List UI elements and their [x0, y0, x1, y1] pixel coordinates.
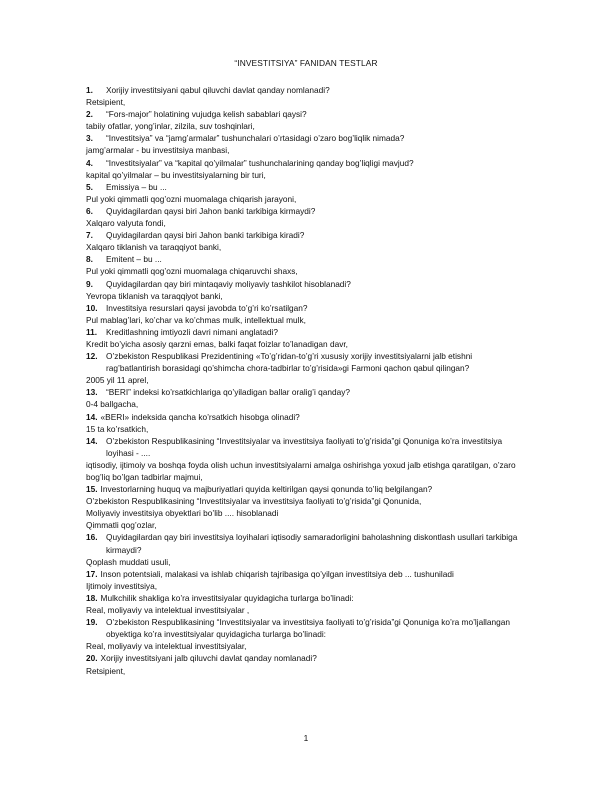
question-number: 20. [86, 653, 98, 664]
question-line [86, 411, 556, 423]
question-text: Inson potentsiali, malakasi va ishlab chiqarish tajribasiga qo’yilgan investitsiya deb ... tushuniladi [100, 568, 454, 579]
question-line [86, 132, 556, 144]
answer-text: tabiiy ofatlar, yong’inlar, zilzila, suv toshqinlari, [86, 121, 255, 132]
question-line [86, 616, 556, 628]
question-line [86, 544, 556, 556]
question-line [86, 568, 556, 580]
answer-text: Qimmatli qog’ozlar, [86, 520, 157, 531]
question-number: 15. [86, 484, 98, 495]
answer-text: Kredit bo’yicha asosiy qarzni emas, balki faqat foizlar to’lanadigan davr, [86, 338, 348, 349]
question-line [86, 628, 556, 640]
page-number: 1 [303, 733, 309, 743]
question-number: 12. [86, 351, 98, 362]
question-line [86, 302, 556, 314]
answer-text: Retsipient, [86, 665, 126, 676]
question-text: Kreditlashning imtiyozli davri nimani anglatadi? [106, 326, 279, 337]
question-text: O’zbekiston Respublikasining “Investitsiyalar va investitsiya faoliyati to’g’risida”gi Qonuniga ko’ra mo’ljallangan [106, 617, 510, 628]
answer-text: Retsipient, [86, 97, 126, 108]
question-line [86, 386, 556, 398]
question-number: 13. [86, 387, 98, 398]
question-number: 5. [86, 181, 93, 192]
answer-text: 0-4 ballgacha, [86, 399, 139, 410]
question-number: 11. [86, 326, 98, 337]
question-line [86, 531, 556, 543]
question-text: “Investitsiya” va “jamg’armalar” tushunchalari o’rtasidagi o’zaro bog’liqlik nimada? [106, 133, 405, 144]
question-text: Xorijiy investitsiyani jalb qiluvchi davlat qanday nomlanadi? [100, 653, 317, 664]
answer-text: Pul yoki qimmatli qog’ozni muomalaga chiqarish jarayoni, [86, 193, 297, 204]
question-line [86, 181, 556, 193]
question-number: 10. [86, 302, 98, 313]
question-number: 14. [86, 411, 98, 422]
question-line [86, 205, 556, 217]
answer-text: Xalqaro tiklanish va taraqqiyot banki, [86, 242, 222, 253]
answer-text: Qoplash muddati usuli, [86, 556, 171, 567]
question-text: rag’batlantirish borasidagi qo’shimcha chora-tadbirlar to’g’risida»gi Farmoni qachon qabul qilingan? [106, 363, 470, 374]
question-text: “Investitsiyalar” va “kapital qo’yilmalar” tushunchalarining qanday bog’liqligi mavjud? [106, 157, 414, 168]
question-text: Mulkchilik shakliga ko’ra investitsiyalar quyidagicha turlarga bo’linadi: [100, 592, 354, 603]
question-text: Quyidagilardan qay biri mintaqaviy moliyaviy tashkilot hisoblanadi? [106, 278, 351, 289]
question-text: obyektiga ko’ra investitsiyalar quyidagicha turlarga bo’linadi: [106, 629, 326, 640]
question-text: Investitsiya resurslari qaysi javobda to’g’ri ko’rsatilgan? [106, 302, 308, 313]
question-line [86, 447, 556, 459]
question-line [86, 326, 556, 338]
answer-text: bog’liq bo’lgan tadbirlar majmui, [86, 472, 203, 482]
answer-text: Pul mablag’lari, ko’char va ko’chmas mulk, intellektual mulk, [86, 314, 306, 325]
question-number: 14. [86, 435, 98, 446]
question-text: Xorijiy investitsiyani qabul qiluvchi davlat qanday nomlanadi? [106, 85, 330, 95]
answer-text: kapital qo’yilmalar – bu investitsiyalarning bir turi, [86, 169, 266, 180]
question-text: Quyidagilardan qaysi biri Jahon banki tarkibiga kiradi? [106, 230, 305, 241]
question-number: 1. [86, 85, 93, 95]
answer-text: O’zbekiston Respublikasining “Investitsiyalar va investitsiya faoliyati to’g’risida”gi Qonunida, [86, 496, 422, 507]
question-line [86, 592, 556, 604]
question-line [86, 652, 556, 664]
answer-text: Real, moliyaviy va intelektual investitsiyalar , [86, 605, 250, 616]
question-line [86, 253, 556, 265]
question-line [86, 157, 556, 169]
question-line [86, 84, 556, 96]
answer-text: Moliyaviy investitsiya obyektlari bo’lib .... hisoblanadi [86, 508, 279, 519]
question-text: kirmaydi? [106, 544, 142, 555]
question-number: 9. [86, 278, 93, 289]
question-text: O’zbekiston Respublikasi Prezidentining «To’g’ridan-to’g’ri xususiy xorijiy investitsiyalarni jalb etishni [106, 351, 473, 362]
question-number: 2. [86, 109, 93, 120]
answer-text: 2005 yil 11 aprel, [86, 375, 149, 386]
question-line [86, 108, 556, 120]
question-line [86, 483, 556, 495]
question-text: «BERI» indeksida qancha ko’rsatkich hisobga olinadi? [100, 411, 300, 422]
answer-text: Ijtimoiy investitsiya, [86, 580, 158, 591]
question-text: “BERI” indeksi ko’rsatkichlariga qo’yiladigan ballar oralig’i qanday? [106, 387, 350, 398]
question-text: Emissiya – bu ... [106, 181, 167, 192]
question-text: Quyidagilardan qay biri investitsiya loyihalari iqtisodiy samaradorligini baholashning diskontlash usullari tarkibiga [106, 532, 518, 543]
question-number: 8. [86, 254, 93, 265]
document-title: “INVESTITSIYA” FANIDAN TESTLAR [234, 58, 378, 68]
answer-text: jamg’armalar - bu investitsiya manbasi, [86, 145, 230, 156]
answer-text: Xalqaro valyuta fondi, [86, 218, 166, 229]
answer-text: Real, moliyaviy va intelektual investitsiyalar, [86, 641, 247, 652]
question-number: 19. [86, 617, 98, 628]
answer-text: Yevropa tiklanish va taraqqiyot banki, [86, 290, 223, 301]
question-line [86, 278, 556, 290]
question-number: 7. [86, 230, 93, 241]
question-number: 6. [86, 205, 93, 216]
question-line [86, 435, 556, 447]
question-text: Emitent – bu ... [106, 254, 162, 265]
question-line [86, 362, 556, 374]
answer-text: Pul yoki qimmatli qog’ozni muomalaga chiqaruvchi shaxs, [86, 266, 298, 277]
answer-text: 15 ta ko’rsatkich, [86, 423, 149, 434]
question-number: 3. [86, 133, 93, 144]
question-number: 18. [86, 592, 98, 603]
question-line [86, 229, 556, 241]
question-text: loyihasi - .... [106, 447, 151, 458]
question-number: 4. [86, 157, 93, 168]
question-text: “Fors-major” holatining vujudga kelish sabablari qaysi? [106, 109, 307, 120]
question-text: Investorlarning huquq va majburiyatlari quyida keltirilgan qaysi qonunda to’liq belgilangan? [100, 484, 433, 495]
question-line [86, 350, 556, 362]
question-number: 17. [86, 568, 98, 579]
test-list [86, 84, 556, 677]
question-text: Quyidagilardan qaysi biri Jahon banki tarkibiga kirmaydi? [106, 205, 316, 216]
question-text: O’zbekiston Respublikasining “Investitsiyalar va investitsiya faoliyati to’g’risida”gi Qonuniga ko’ra investitsiya [106, 435, 503, 446]
answer-text: iqtisodiy, ijtimoiy va boshqa foyda olish uchun investitsiyalarni amalga oshirishga yoxud jalb etishga qaratilgan, o’zaro [86, 459, 516, 470]
question-number: 16. [86, 532, 98, 543]
